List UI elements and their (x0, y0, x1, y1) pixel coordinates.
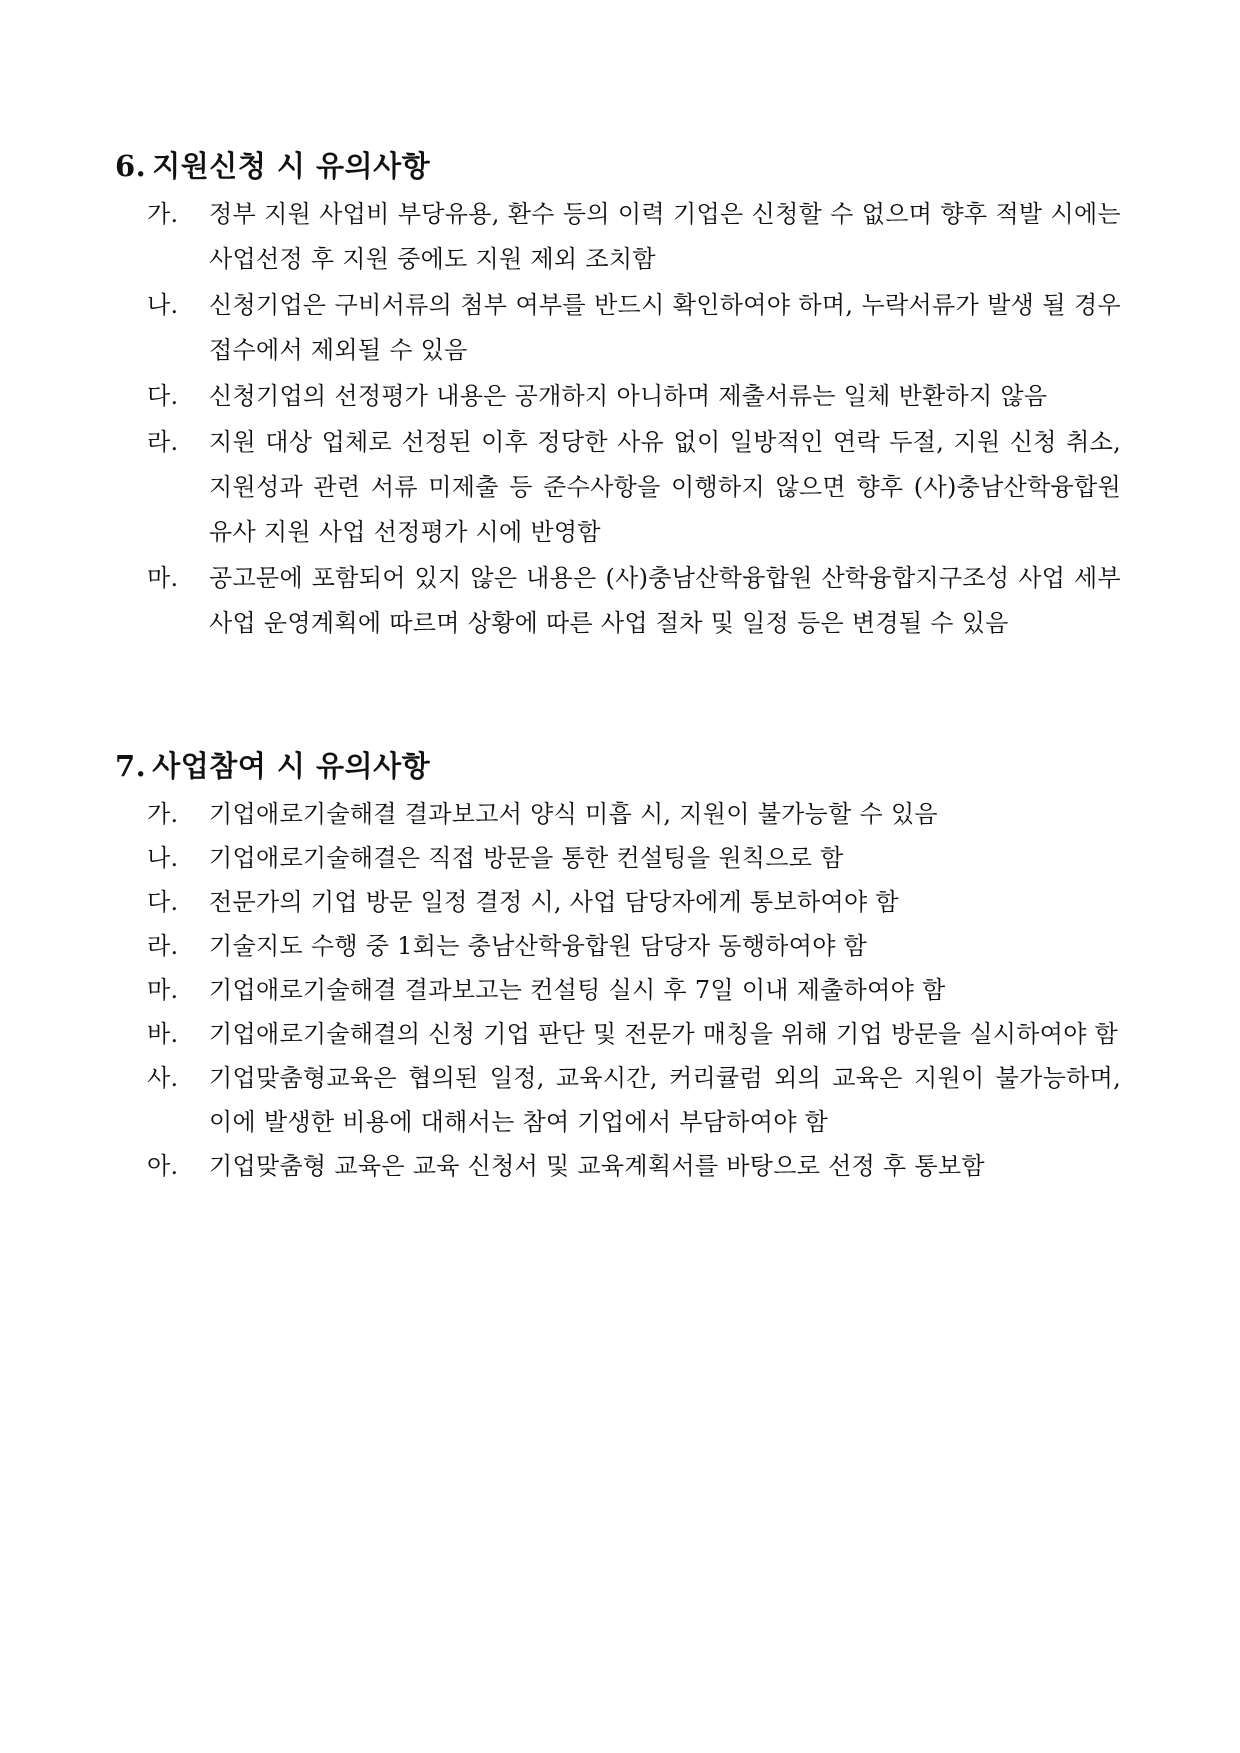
list-item (115, 283, 1125, 373)
section-number: 7. (115, 749, 147, 783)
section-number: 6. (115, 149, 147, 183)
item-text: 신청기업은 구비서류의 첨부 여부를 반드시 확인하여야 하며, 누락서류가 발생 될 경우 접수에서 제외될 수 있음 (209, 291, 1121, 364)
section-title: 사업참여 시 유의사항 (152, 749, 431, 783)
list-item (115, 1056, 1125, 1144)
item-text: 기업애로기술해결 결과보고는 컨설팅 실시 후 7일 이내 제출하여야 함 (209, 976, 946, 1004)
item-marker: 나. (147, 844, 179, 872)
item-marker: 가. (147, 800, 179, 828)
item-text: 전문가의 기업 방문 일정 결정 시, 사업 담당자에게 통보하여야 함 (209, 888, 899, 916)
item-marker: 가. (147, 200, 179, 228)
list-item (115, 192, 1125, 282)
item-text: 공고문에 포함되어 있지 않은 내용은 (사)충남산학융합원 산학융합지구조성 사업 세부 사업 운영계획에 따르며 상황에 따른 사업 절차 및 일정 등은 변경될 수 있음 (209, 564, 1121, 637)
item-text: 기술지도 수행 중 1회는 충남산학융합원 담당자 동행하여야 함 (209, 932, 868, 960)
item-text: 기업애로기술해결의 신청 기업 판단 및 전문가 매칭을 위해 기업 방문을 실시하여야 함 (209, 1020, 1119, 1048)
section-participation-notes (115, 746, 1125, 1188)
item-text: 정부 지원 사업비 부당유용, 환수 등의 이력 기업은 신청할 수 없으며 향후 적발 시에는 사업선정 후 지원 중에도 지원 제외 조치함 (209, 200, 1121, 273)
item-text: 기업맞춤형 교육은 교육 신청서 및 교육계획서를 바탕으로 선정 후 통보함 (209, 1152, 985, 1180)
item-marker: 바. (147, 1020, 179, 1048)
item-text: 기업애로기술해결은 직접 방문을 통한 컨설팅을 원칙으로 함 (209, 844, 844, 872)
item-marker: 마. (147, 976, 179, 1004)
section-title: 지원신청 시 유의사항 (152, 149, 431, 183)
list-item (115, 880, 1125, 924)
list-item (115, 968, 1125, 1012)
item-marker: 마. (147, 564, 179, 592)
list-item (115, 374, 1125, 419)
notes-list (115, 792, 1125, 1188)
item-text: 기업맞춤형교육은 협의된 일정, 교육시간, 커리큘럼 외의 교육은 지원이 불가능하며, 이에 발생한 비용에 대해서는 참여 기업에서 부담하여야 함 (209, 1064, 1121, 1136)
section-application-notes (115, 146, 1125, 646)
item-marker: 라. (147, 428, 179, 456)
item-marker: 아. (147, 1152, 179, 1180)
section-heading (115, 746, 1125, 786)
notes-list (115, 192, 1125, 646)
list-item (115, 792, 1125, 836)
item-marker: 나. (147, 291, 179, 319)
item-marker: 다. (147, 888, 179, 916)
list-item (115, 836, 1125, 880)
section-heading (115, 146, 1125, 186)
item-text: 지원 대상 업체로 선정된 이후 정당한 사유 없이 일방적인 연락 두절, 지원 신청 취소, 지원성과 관련 서류 미제출 등 준수사항을 이행하지 않으면 향후 (사)충남산학융합원 유사 지원 사업 선정평가 시에 반영함 (209, 428, 1121, 546)
list-item (115, 556, 1125, 646)
item-text: 기업애로기술해결 결과보고서 양식 미흡 시, 지원이 불가능할 수 있음 (209, 800, 938, 828)
item-marker: 다. (147, 382, 179, 410)
list-item (115, 924, 1125, 968)
list-item (115, 420, 1125, 555)
list-item (115, 1144, 1125, 1188)
item-text: 신청기업의 선정평가 내용은 공개하지 아니하며 제출서류는 일체 반환하지 않음 (209, 382, 1048, 410)
list-item (115, 1012, 1125, 1056)
item-marker: 사. (147, 1064, 179, 1092)
item-marker: 라. (147, 932, 179, 960)
